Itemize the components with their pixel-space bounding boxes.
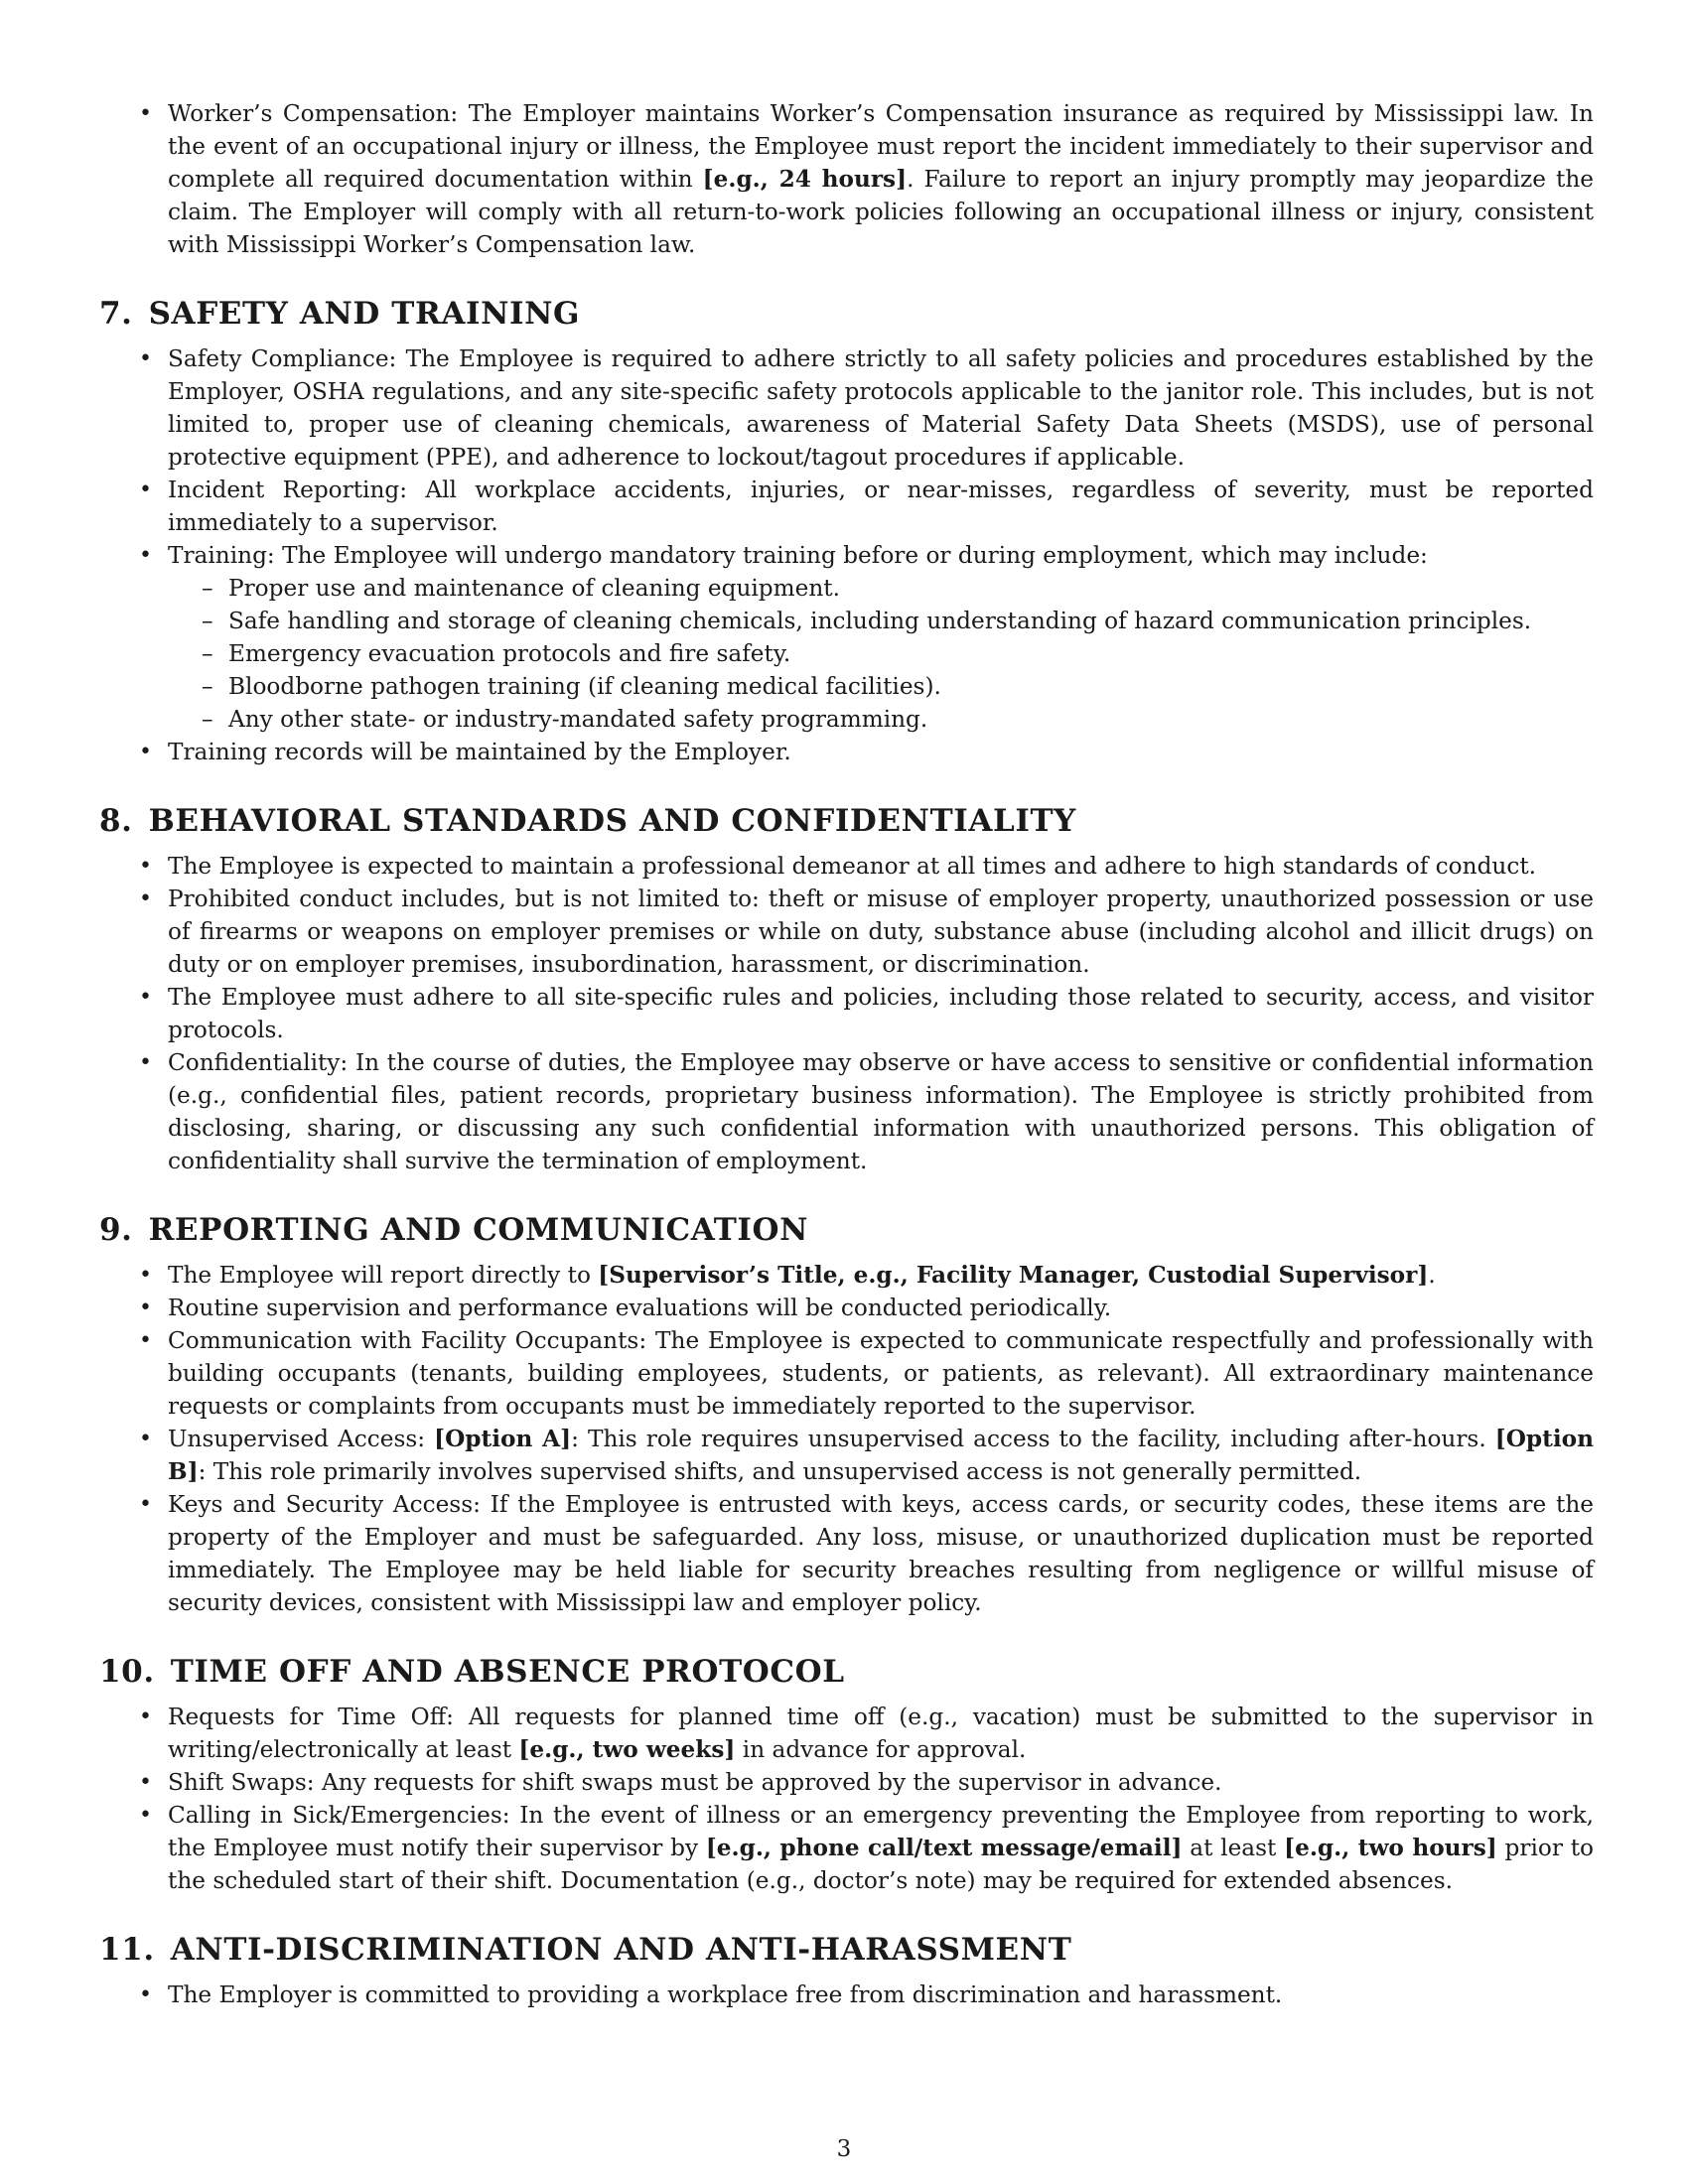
section-8-title: BEHAVIORAL STANDARDS AND CONFIDENTIALITY — [148, 803, 1076, 839]
section-11-list — [99, 1979, 1594, 2011]
section-6-list — [99, 97, 1594, 261]
training-records-item: • Training records will be maintained by the Employer. — [99, 736, 1594, 768]
section-11-number: 11. — [99, 1932, 155, 1968]
section-10-list — [99, 1701, 1594, 1897]
keys-security-item: • Keys and Security Access: If the Employee is entrusted with keys, access cards, or security codes, these items are the property of the Employer and must be safeguarded. Any loss, misuse, or unauthorized duplication must be reported immediately. The Employee may be held liable for security breaches resulting from negligence or willful misuse of security devices, consistent with Mississippi law and employer policy. — [99, 1488, 1594, 1619]
section-7-list — [99, 342, 1594, 768]
time-off-text: Requests for Time Off: All requests for planned time off (e.g., vacation) must be submitted to the supervisor in writing/electronically at least — [168, 1704, 1594, 1763]
unsupervised-access-label: Unsupervised Access: — [168, 1426, 435, 1452]
training-text: Training: The Employee will undergo mandatory training before or during employment, which may include: — [168, 542, 1428, 569]
training-subitem: – Bloodborne pathogen training (if cleaning medical facilities). — [168, 670, 1594, 703]
document-page — [99, 97, 1594, 2011]
incident-reporting-item: • Incident Reporting: All workplace accidents, injuries, or near-misses, regardless of severity, must be reported immediately to a supervisor. — [99, 474, 1594, 539]
shift-swaps-item: • Shift Swaps: Any requests for shift swaps must be approved by the supervisor in advance. — [99, 1766, 1594, 1799]
calling-in-sick-mid: at least — [1182, 1835, 1285, 1861]
confidentiality-item: • Confidentiality: In the course of duties, the Employee may observe or have access to sensitive or confidential information (e.g., confidential files, patient records, proprietary business information). The Employee is strictly prohibited from disclosing, sharing, or discussing any such confidential information with unauthorized persons. This obligation of confidentiality shall survive the termination of employment. — [99, 1046, 1594, 1177]
occupant-communication-item: • Communication with Facility Occupants: The Employee is expected to communicate respectfully and professionally with building occupants (tenants, building employees, students, or patients, as relevant). All extraordinary maintenance requests or complaints from occupants must be immediately reported to the supervisor. — [99, 1324, 1594, 1423]
section-10-title: TIME OFF AND ABSENCE PROTOCOL — [170, 1654, 845, 1690]
report-to-item — [99, 1259, 1594, 1292]
section-9-title: REPORTING AND COMMUNICATION — [148, 1212, 809, 1248]
workers-compensation-text-end: . Failure to report an injury promptly may jeopardize the claim. The Employer will comply with all return-to-work policies following an occupational illness or injury, consistent with Mississippi Worker’s Compensation law. — [168, 166, 1594, 258]
time-off-requests-item — [99, 1701, 1594, 1766]
report-to-text-end: . — [1428, 1262, 1436, 1289]
unsupervised-access-item — [99, 1423, 1594, 1488]
training-subitem: – Safe handling and storage of cleaning chemicals, including understanding of hazard communication principles. — [168, 605, 1594, 637]
section-8-number: 8. — [99, 803, 133, 839]
placeholder-contact-method: [e.g., phone call/text message/email] — [705, 1835, 1183, 1861]
training-subitem: – Emergency evacuation protocols and fire safety. — [168, 637, 1594, 670]
option-a-text: : This role requires unsupervised access to the facility, including after-hours. — [571, 1426, 1495, 1452]
prohibited-conduct-item: • Prohibited conduct includes, but is not limited to: theft or misuse of employer property, unauthorized possession or use of firearms or weapons on employer premises or while on duty, substance abuse (including alcohol and illicit drugs) on duty or on employer premises, insubordination, harassment, or discrimination. — [99, 883, 1594, 981]
safety-compliance-item: • Safety Compliance: The Employee is required to adhere strictly to all safety policies and procedures established by the Employer, OSHA regulations, and any site-specific safety protocols applicable to the janitor role. This includes, but is not limited to, proper use of cleaning chemicals, awareness of Material Safety Data Sheets (MSDS), use of personal protective equipment (PPE), and adherence to lockout/tagout procedures if applicable. — [99, 342, 1594, 474]
section-11-title: ANTI-DISCRIMINATION AND ANTI-HARASSMENT — [170, 1932, 1072, 1968]
page-number: 3 — [836, 2136, 852, 2162]
calling-in-sick-end: prior to the scheduled start of their shift. Documentation (e.g., doctor’s note) may be required for extended absences. — [168, 1835, 1594, 1894]
anti-discrimination-item: • The Employer is committed to providing a workplace free from discrimination and harassment. — [99, 1979, 1594, 2011]
option-b-text: : This role primarily involves supervised shifts, and unsupervised access is not generally permitted. — [198, 1458, 1362, 1485]
site-rules-item: • The Employee must adhere to all site-specific rules and policies, including those related to security, access, and visitor protocols. — [99, 981, 1594, 1046]
placeholder-option-a: [Option A] — [434, 1426, 572, 1452]
placeholder-two-weeks: [e.g., two weeks] — [518, 1736, 736, 1763]
section-7-number: 7. — [99, 296, 133, 332]
section-8-list — [99, 850, 1594, 1177]
workers-compensation-item — [99, 97, 1594, 261]
section-9-list — [99, 1259, 1594, 1619]
training-subitem: – Proper use and maintenance of cleaning equipment. — [168, 572, 1594, 605]
placeholder-supervisor-title: [Supervisor’s Title, e.g., Facility Manager, Custodial Supervisor] — [598, 1262, 1429, 1289]
supervision-item: • Routine supervision and performance evaluations will be conducted periodically. — [99, 1292, 1594, 1324]
calling-in-sick-item — [99, 1799, 1594, 1897]
section-7-heading — [99, 295, 1594, 333]
section-8-heading — [99, 802, 1594, 840]
section-7-title: SAFETY AND TRAINING — [148, 296, 581, 332]
calling-in-sick-text: Calling in Sick/Emergencies: In the event of illness or an emergency preventing the Employee from reporting to work, the Employee must notify their supervisor by — [168, 1802, 1594, 1861]
placeholder-two-hours: [e.g., two hours] — [1284, 1835, 1497, 1861]
section-11-heading — [99, 1931, 1594, 1969]
training-item — [99, 539, 1594, 736]
section-9-number: 9. — [99, 1212, 133, 1248]
section-10-heading — [99, 1653, 1594, 1691]
professional-demeanor-item: • The Employee is expected to maintain a professional demeanor at all times and adhere to high standards of conduct. — [99, 850, 1594, 883]
placeholder-option-b: [Option B] — [168, 1426, 1594, 1485]
training-sublist — [168, 572, 1594, 736]
section-9-heading — [99, 1211, 1594, 1249]
time-off-text-end: in advance for approval. — [735, 1736, 1027, 1763]
section-10-number: 10. — [99, 1654, 155, 1690]
report-to-text: The Employee will report directly to — [168, 1262, 599, 1289]
placeholder-24-hours: [e.g., 24 hours] — [702, 166, 908, 193]
workers-compensation-text: Worker’s Compensation: The Employer maintains Worker’s Compensation insurance as required by Mississippi law. In the event of an occupational injury or illness, the Employee must report the incident immediately to their supervisor and complete all required documentation within — [168, 100, 1594, 193]
training-subitem: – Any other state- or industry-mandated safety programming. — [168, 703, 1594, 736]
